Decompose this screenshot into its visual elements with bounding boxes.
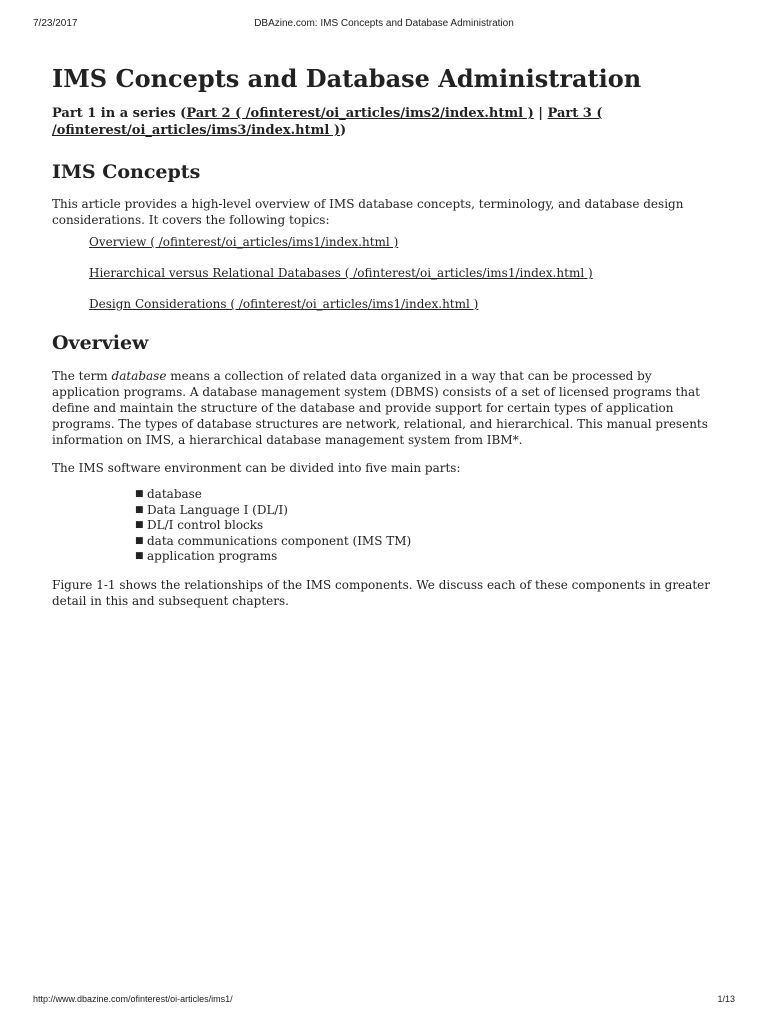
ims-parts-list — [135, 487, 722, 565]
bullet-icon: ■ — [135, 489, 144, 499]
list-item — [135, 549, 722, 565]
part-label: Data Language I (DL/I) — [147, 502, 288, 517]
list-item — [135, 502, 722, 519]
series-separator: | — [533, 106, 548, 121]
list-item — [89, 265, 722, 281]
series-nav — [52, 105, 722, 139]
list-item — [135, 518, 722, 534]
series-prefix: Part 1 in a series ( — [52, 106, 187, 121]
parts-intro-paragraph: The IMS software environment can be divided into five main parts: — [52, 461, 461, 475]
figure-reference-paragraph: Figure 1-1 shows the relationships of the IMS components. We discuss each of these components in greater detail in this and subsequent chapters. — [52, 577, 710, 608]
topic-link-design-considerations[interactable]: Design Considerations ( /ofinterest/oi_articles/ims1/index.html ) — [89, 297, 479, 311]
list-item — [135, 533, 722, 550]
list-item — [89, 234, 722, 250]
part-label: database — [147, 487, 202, 501]
part-label: application programs — [147, 549, 278, 564]
intro-paragraph: This article provides a high-level overview of IMS database concepts, terminology, and database design considerations. It covers the following topics: — [52, 197, 684, 227]
section-heading-ims-concepts: IMS Concepts — [52, 161, 201, 183]
list-item — [89, 296, 722, 312]
print-header — [33, 18, 735, 32]
series-suffix: ) — [339, 123, 347, 138]
topics-list — [89, 234, 722, 312]
part-label: DL/I control blocks — [147, 518, 264, 533]
list-item — [135, 487, 722, 503]
topic-link-hierarchical-vs-relational[interactable]: Hierarchical versus Relational Databases ( /ofinterest/oi_articles/ims1/index.html ) — [89, 266, 593, 280]
overview-term: database — [111, 369, 167, 383]
bullet-icon: ■ — [135, 504, 144, 515]
bullet-icon: ■ — [135, 520, 144, 531]
print-page-number: 1/13 — [717, 994, 735, 1004]
bullet-icon: ■ — [135, 551, 144, 562]
overview-rest: means a collection of related data organized in a way that can be processed by application programs. A database management system (DBMS) consists of a set of licensed programs that define and maintain the structure of the database and provide support for certain types of application programs. The types of database structures are network, relational, and hierarchical. This manual presents information on IMS, a hierarchical database management system from IBM*. — [52, 369, 708, 447]
bullet-icon: ■ — [135, 535, 144, 546]
print-page-title: DBAzine.com: IMS Concepts and Database Administration — [254, 18, 514, 29]
article-title: IMS Concepts and Database Administration — [52, 64, 642, 93]
topic-link-overview[interactable]: Overview ( /ofinterest/oi_articles/ims1/index.html ) — [89, 235, 399, 249]
print-url: http://www.dbazine.com/ofinterest/oi-articles/ims1/ — [33, 994, 233, 1004]
series-part3-link[interactable]: Part 3 ( /ofinterest/oi_articles/ims3/index.html ) — [52, 106, 603, 138]
overview-lead: The term — [52, 369, 112, 383]
overview-paragraph — [52, 368, 722, 448]
print-footer — [33, 994, 735, 1008]
article-content — [52, 62, 722, 609]
series-part2-link[interactable]: Part 2 ( /ofinterest/oi_articles/ims2/index.html ) — [186, 106, 534, 121]
section-heading-overview: Overview — [52, 332, 149, 354]
print-date: 7/23/2017 — [33, 18, 78, 29]
part-label: data communications component (IMS TM) — [147, 533, 412, 548]
